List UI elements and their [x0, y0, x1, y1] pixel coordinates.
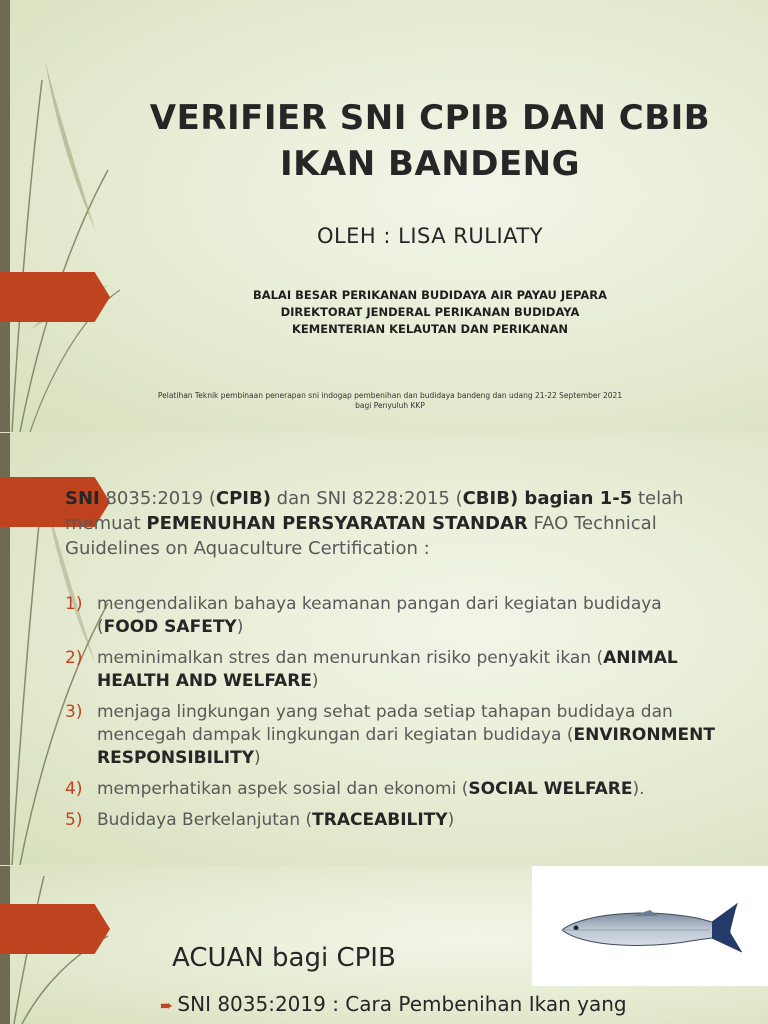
- list-keyword: ENVIRONMENT RESPONSIBILITY: [97, 725, 715, 768]
- decorative-curves: [0, 0, 120, 432]
- intro-text: 8035:2019 (: [99, 488, 216, 509]
- list-item: [65, 647, 725, 693]
- fish-icon: [532, 866, 768, 986]
- title-line-1: VERIFIER SNI CPIB DAN CBIB: [149, 98, 711, 138]
- list-end: ): [311, 671, 319, 691]
- sni-reference-item: [160, 992, 627, 1016]
- list-item: [65, 809, 725, 832]
- note-line-1: Pelatihan Teknik pembinaan penerapan sni indogap pembenihan dan budidaya bandeng dan udang 21-22 September 2021: [157, 391, 623, 400]
- arrow-tab-icon: [0, 272, 110, 322]
- list-end: ): [236, 617, 244, 637]
- milkfish-image: [532, 866, 768, 986]
- slide-title: [0, 0, 768, 432]
- list-keyword: SOCIAL WELFARE: [468, 779, 633, 799]
- list-item: [65, 593, 725, 639]
- list-item: [65, 701, 725, 770]
- institution-block: [130, 287, 730, 338]
- list-number: 4): [65, 779, 83, 799]
- institution-line: DIREKTORAT JENDERAL PERIKANAN BUDIDAYA: [280, 305, 580, 319]
- institution-line: KEMENTERIAN KELAUTAN DAN PERIKANAN: [292, 322, 568, 336]
- list-text: memperhatikan aspek sosial dan ekonomi (: [97, 779, 469, 799]
- list-number: 3): [65, 702, 83, 722]
- references-heading: ACUAN bagi CPIB: [172, 943, 396, 973]
- arrow-bullet-icon: ➨: [160, 996, 174, 1015]
- list-keyword: FOOD SAFETY: [103, 617, 237, 637]
- training-note: [90, 391, 690, 411]
- list-number: 2): [65, 648, 83, 668]
- list-text: Budidaya Berkelanjutan (: [97, 810, 313, 830]
- intro-text: telah memuat: [65, 488, 684, 534]
- note-line-2: bagi Penyuluh KKP: [355, 401, 425, 410]
- slide-requirements: [0, 433, 768, 865]
- intro-paragraph: [65, 486, 715, 561]
- list-text: menjaga lingkungan yang sehat pada setiap tahapan budidaya dan mencegah dampak lingkungan dari kegiatan budidaya (: [97, 702, 673, 745]
- list-end: ): [447, 810, 455, 830]
- slide-title-heading: [130, 95, 730, 187]
- arrow-tab-icon: [0, 904, 110, 954]
- intro-cbib: CBIB) bagian 1-5: [462, 488, 633, 509]
- title-line-2: IKAN BANDENG: [279, 144, 581, 184]
- slide-references: [0, 866, 768, 1024]
- author-line: OLEH : LISA RULIATY: [316, 224, 544, 248]
- list-keyword: TRACEABILITY: [312, 810, 448, 830]
- sni-reference-text: SNI 8035:2019 : Cara Pembenihan Ikan yang: [177, 992, 627, 1016]
- list-text: mengendalikan bahaya keamanan pangan dari kegiatan budidaya (: [97, 594, 662, 637]
- list-number: 1): [65, 594, 83, 614]
- intro-text: FAO Technical Guidelines on Aquaculture Certification :: [65, 513, 657, 559]
- list-text: meminimalkan stres dan menurunkan risiko penyakit ikan (: [97, 648, 604, 668]
- list-item: [65, 778, 725, 801]
- intro-text: dan SNI 8228:2015 (: [270, 488, 463, 509]
- list-end: ).: [632, 779, 645, 799]
- intro-standard: PEMENUHAN PERSYARATAN STANDAR: [146, 513, 528, 534]
- intro-cpib: CPIB): [215, 488, 271, 509]
- list-end: ): [254, 748, 261, 768]
- intro-sni: SNI: [65, 488, 100, 509]
- institution-line: BALAI BESAR PERIKANAN BUDIDAYA AIR PAYAU JEPARA: [252, 288, 608, 302]
- list-number: 5): [65, 810, 83, 830]
- requirements-list: [65, 593, 725, 840]
- list-keyword: ANIMAL HEALTH AND WELFARE: [97, 648, 678, 691]
